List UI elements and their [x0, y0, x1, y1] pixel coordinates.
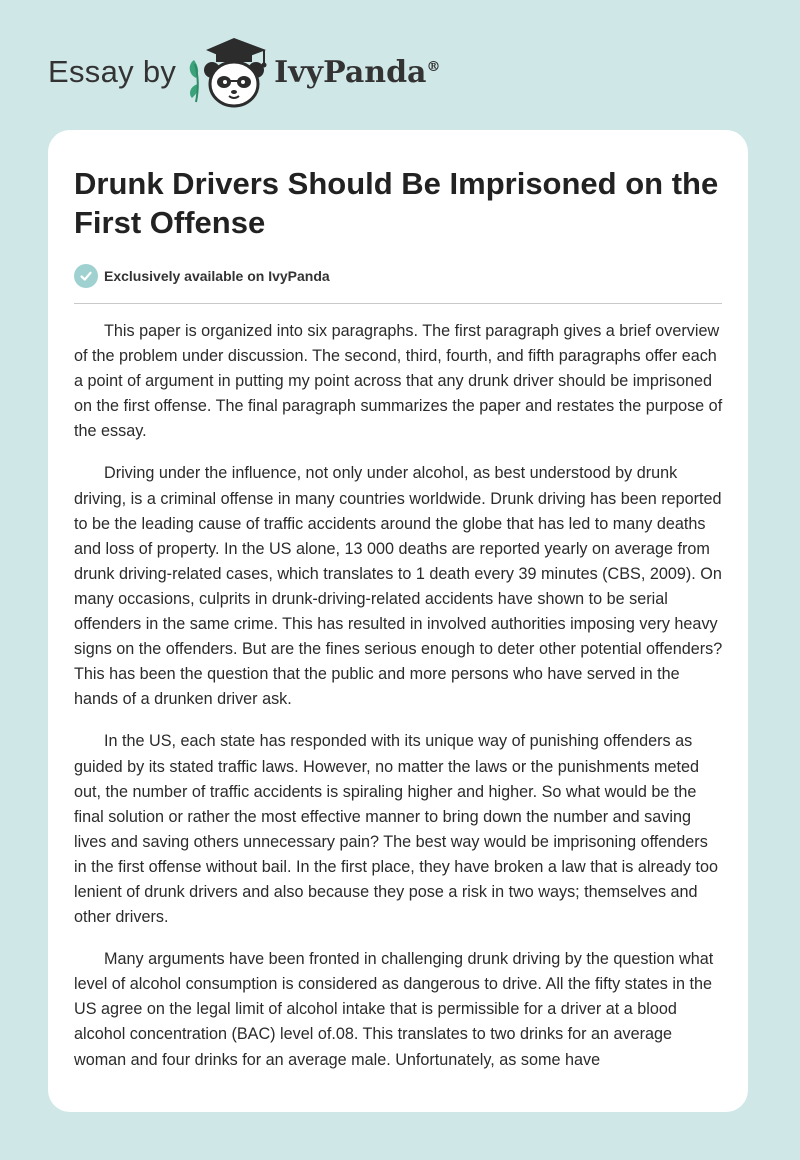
essay-body: [74, 319, 724, 1090]
brand-prefix: Essay by: [48, 54, 177, 89]
paragraph: This paper is organized into six paragraphs. The first paragraph gives a brief overview of the problem under discussion. The second, third, fourth, and fifth paragraphs offer each a point of argument in putting my point across that any drunk driver should be imprisoned on the first offense. The final paragraph summarizes the paper and restates the purpose of the essay.: [74, 322, 723, 441]
paragraph: In the US, each state has responded with its unique way of punishing offenders as guided by its stated traffic laws. However, no matter the laws or the punishments meted out, the number of traffic accidents is spiraling higher and higher. So what would be the final solution or rather the most effective manner to bring down the number and saving lives and saving others unnecessary pain? The best way would be imprisoning offenders in the first offense without bail. In the first place, they have broken a law that is already too lenient of drunk drivers and also because they pose a risk in two ways; themselves and other drivers.: [74, 732, 718, 927]
check-mark-icon: [79, 269, 93, 283]
site-logo[interactable]: [48, 34, 508, 110]
check-circle-icon: [74, 264, 98, 288]
brand-name: [274, 55, 440, 90]
brand-name-text: IvyPanda: [274, 54, 427, 90]
exclusive-badge: [74, 263, 330, 289]
registered-mark: ®: [426, 58, 441, 75]
essay-card: [48, 130, 748, 1112]
exclusive-label: Exclusively available on IvyPanda: [104, 268, 330, 284]
paragraph: Driving under the influence, not only under alcohol, as best understood by drunk driving, is a criminal offense in many countries worldwide. Drunk driving has been reported to be the leading cause of traffic accidents around the globe that has led to many deaths and loss of property. In the US alone, 13 000 deaths are reported yearly on average from drunk driving-related cases, which translates to 1 death every 39 minutes (CBS, 2009). On many occasions, culprits in drunk-driving-related accidents have shown to be serial offenders in the same crime. This has resulted in involved authorities imposing very heavy signs on the offenders. But are the fines serious enough to deter other potential offenders? This has been the question that the public and more persons who have served in the hands of a drunken driver ask.: [74, 464, 723, 709]
page-title: Drunk Drivers Should Be Imprisoned on the First Offense: [74, 166, 719, 240]
panda-graduation-icon: [186, 34, 272, 110]
divider: [74, 303, 722, 304]
paragraph: Many arguments have been fronted in challenging drunk driving by the question what level of alcohol consumption is considered as dangerous to drive. All the fifty states in the US agree on the legal limit of alcohol intake that is permissible for a driver at a blood alcohol concentration (BAC) level of.08. This translates to two drinks for an average woman and four drinks for an average male. Unfortunately, as some have: [74, 950, 714, 1069]
